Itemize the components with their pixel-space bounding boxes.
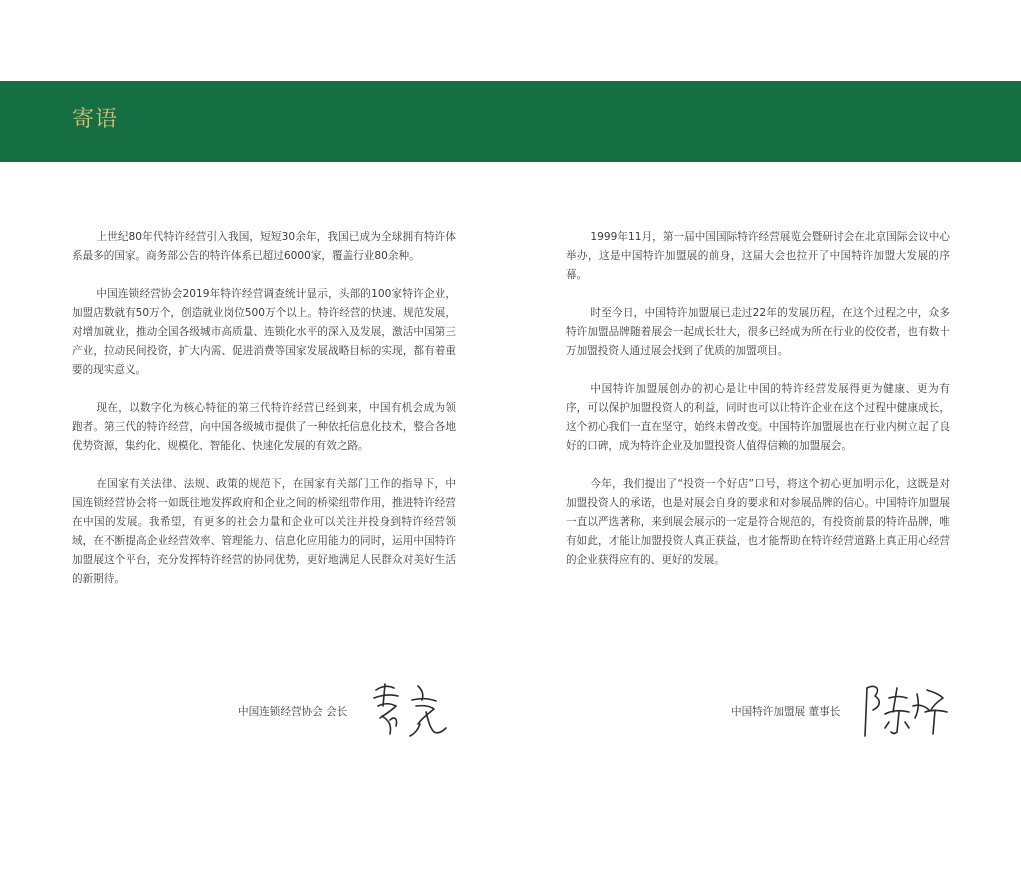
right-signature-title: 中国特许加盟展 董事长 — [731, 706, 841, 718]
left-signature-title: 中国连锁经营协会 会长 — [238, 706, 348, 718]
page-title: 寄语 — [72, 107, 119, 132]
left-paragraph-4: 在国家有关法律、法规、政策的规范下，在国家有关部门工作的指导下，中国连锁经营协会将一如既往地发挥政府和企业之间的桥梁纽带作用，推进特许经营在中国的发展。我希望，有更多的社会力量和企业可以关注并投身到特许经营领域，在不断提高企业经营效率、管理能力、信息化应用能力的同时，运用中国特许加盟展这个平台，充分发挥特许经营的协同优势，更好地满足人民群众对美好生活的新期待。 — [72, 478, 456, 585]
right-signature-image — [859, 676, 951, 742]
header-banner — [0, 81, 1021, 162]
right-signature-block — [731, 676, 961, 746]
right-column — [566, 228, 950, 589]
left-paragraph-1: 上世纪80年代特许经营引入我国，短短30余年，我国已成为全球拥有特许体系最多的国家。商务部公告的特许体系已超过6000家，覆盖行业80余种。 — [72, 231, 456, 262]
right-paragraph-4: 今年，我们提出了“投资一个好店”口号，将这个初心更加明示化，这既是对加盟投资人的承诺，也是对展会自身的要求和对参展品牌的信心。中国特许加盟展一直以严选著称，来到展会展示的一定是符合规范的，有投资前景的特许品牌，唯有如此，才能让加盟投资人真正获益，也才能帮助在特许经营道路上真正用心经营的企业获得应有的、更好的发展。 — [566, 478, 950, 566]
left-paragraph-2: 中国连锁经营协会2019年特许经营调查统计显示，头部的100家特许企业，加盟店数就有50万个，创造就业岗位500万个以上。特许经营的快速、规范发展，对增加就业，推动全国各级城市高质量、连锁化水平的深入及发展，激活中国第三产业，拉动民间投资，扩大内需、促进消费等国家发展战略目标的实现，都有着重要的现实意义。 — [72, 288, 456, 376]
left-paragraph-3: 现在，以数字化为核心特征的第三代特许经营已经到来，中国有机会成为领跑者。第三代的特许经营，向中国各级城市提供了一种依托信息化技术，整合各地优势资源，集约化、规模化、智能化、快速化发展的有效之路。 — [72, 402, 456, 452]
left-signature-block — [238, 676, 458, 746]
left-signature-image — [368, 676, 454, 742]
right-paragraph-2: 时至今日，中国特许加盟展已走过22年的发展历程，在这个过程之中，众多特许加盟品牌随着展会一起成长壮大，很多已经成为所在行业的佼佼者，也有数十万加盟投资人通过展会找到了优质的加盟项目。 — [566, 307, 950, 357]
right-paragraph-1: 1999年11月，第一届中国国际特许经营展览会暨研讨会在北京国际会议中心举办，这是中国特许加盟展的前身，这届大会也拉开了中国特许加盟大发展的序幕。 — [566, 231, 950, 281]
left-column — [72, 228, 456, 608]
right-paragraph-3: 中国特许加盟展创办的初心是让中国的特许经营发展得更为健康、更为有序，可以保护加盟投资人的利益，同时也可以让特许企业在这个过程中健康成长，这个初心我们一直在坚守，始终未曾改变。中国特许加盟展也在行业内树立起了良好的口碑，成为特许企业及加盟投资人值得信赖的加盟展会。 — [566, 383, 950, 452]
